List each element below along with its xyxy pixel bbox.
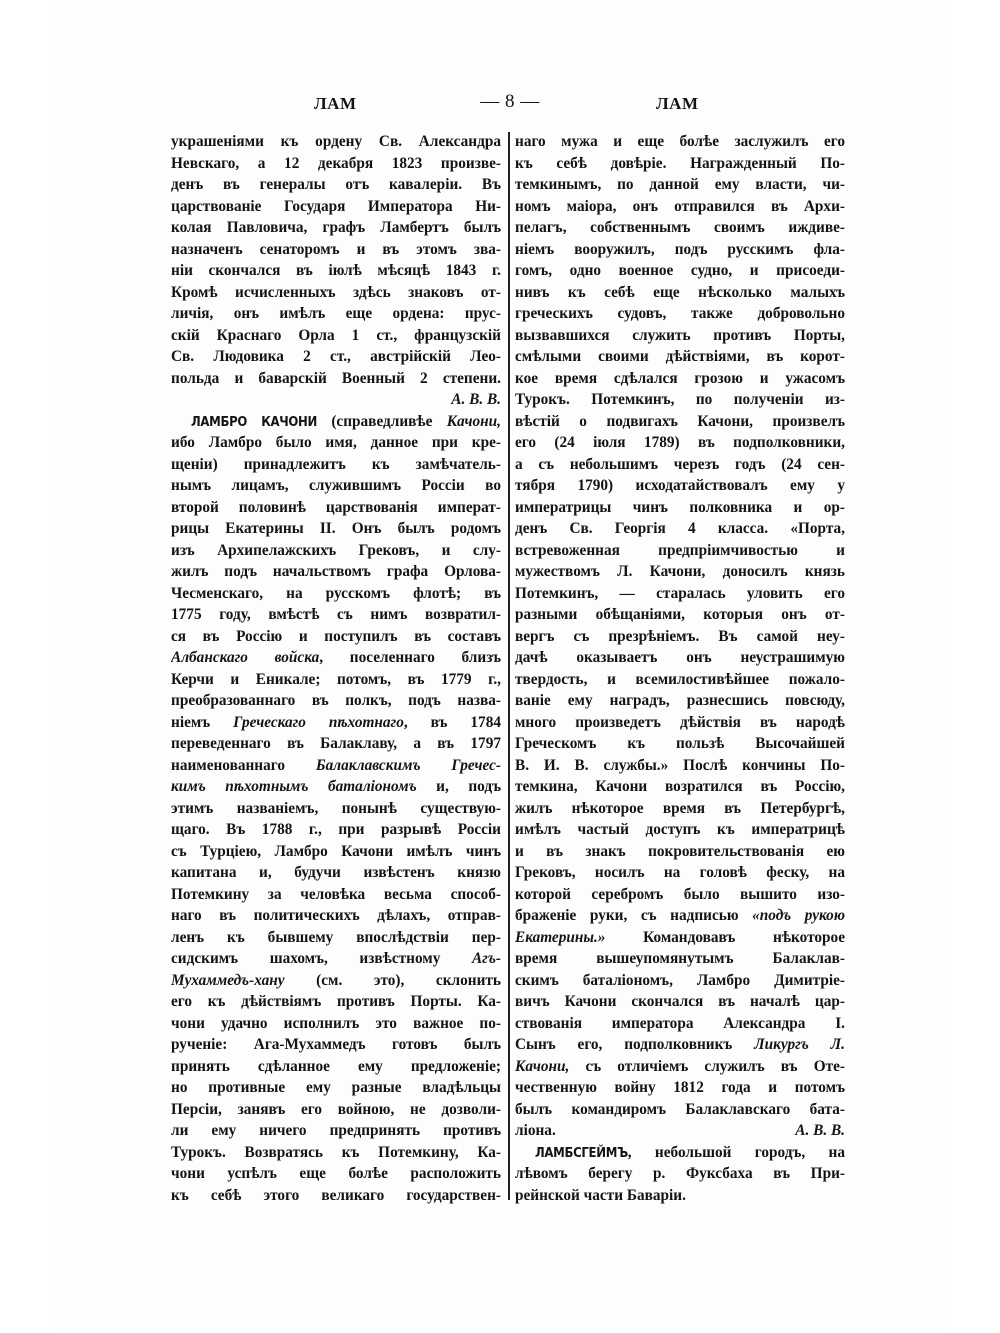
text-segment: вергъ съ презрѣніемъ. Въ самой неу- bbox=[515, 627, 845, 645]
text-segment: капитана и, будучи извѣстенъ князю bbox=[171, 864, 501, 881]
text-line bbox=[515, 733, 845, 755]
text-segment: вѣстій о подвигахъ Качони, произвелъ bbox=[515, 412, 845, 430]
text-segment: ніемъ вооружилъ, подъ русскимъ фла- bbox=[515, 240, 845, 258]
text-line bbox=[171, 561, 501, 583]
text-line bbox=[515, 712, 845, 734]
text-line bbox=[515, 303, 845, 325]
text-segment: твердость, и всемилостивѣйшее пожало- bbox=[515, 670, 845, 688]
text-segment: номъ маіора, онъ отправился въ Архи- bbox=[515, 197, 845, 215]
text-segment: личія, онъ имѣлъ еще ордена: прус- bbox=[171, 305, 501, 322]
text-segment: кое время сдѣлался грозою и ужасомъ bbox=[515, 369, 845, 387]
text-line bbox=[515, 196, 845, 218]
text-segment: разными обѣщаніями, которыя онъ от- bbox=[515, 606, 845, 623]
text-line bbox=[171, 841, 501, 863]
running-head-right: ЛАМ bbox=[656, 94, 699, 113]
text-segment: имѣлъ частый доступъ къ императрицѣ bbox=[515, 821, 845, 838]
text-line bbox=[171, 346, 501, 368]
text-segment: мужествомъ Л. Качони, доносилъ князь bbox=[515, 563, 845, 580]
text-segment: (см. это), склонить bbox=[284, 971, 501, 989]
text-segment: Турокъ. Возвратясь къ Потемкину, Ка- bbox=[171, 1143, 501, 1161]
text-line bbox=[171, 862, 501, 884]
text-line bbox=[515, 217, 845, 239]
text-line bbox=[515, 669, 845, 691]
text-line bbox=[171, 733, 501, 755]
entry-headword: ЛАМБРО КАЧОНИ bbox=[191, 414, 318, 430]
text-line bbox=[171, 497, 501, 519]
text-line bbox=[515, 583, 845, 605]
text-segment: Агъ- bbox=[471, 950, 501, 967]
text-segment: наименованнаго bbox=[171, 756, 316, 774]
text-line bbox=[515, 862, 845, 884]
text-line bbox=[515, 948, 845, 970]
text-line bbox=[171, 1099, 501, 1121]
text-segment: чони успѣлъ еще болѣе расположить bbox=[171, 1165, 501, 1182]
text-segment: Качони, bbox=[446, 412, 501, 430]
text-line bbox=[515, 282, 845, 304]
text-segment: «подъ рукою bbox=[752, 907, 845, 924]
text-segment: изъ Архипелажскихъ Грековъ, и слу- bbox=[171, 541, 501, 559]
text-line bbox=[171, 991, 501, 1013]
right-column bbox=[515, 131, 845, 1206]
text-segment: но противные ему разные владѣльцы bbox=[171, 1079, 501, 1096]
text-segment: ніемъ bbox=[171, 713, 234, 731]
text-segment: много произведетъ дѣйствія въ народѣ bbox=[515, 713, 845, 731]
text-segment: темкина, Качони возратился въ Россію, bbox=[515, 778, 845, 795]
text-line bbox=[171, 712, 501, 734]
text-segment: Чесменскаго, на русскомъ флотѣ; въ bbox=[171, 584, 501, 602]
text-line bbox=[515, 690, 845, 712]
text-line bbox=[515, 841, 845, 863]
text-line bbox=[515, 454, 845, 476]
text-line bbox=[515, 991, 845, 1013]
text-segment: нивъ къ себѣ еще нѣсколько малыхъ bbox=[515, 283, 845, 301]
text-segment: Греческаго пѣхотнаго bbox=[233, 713, 404, 731]
text-segment: гомъ, одно военное судно, и присоеди- bbox=[515, 262, 845, 279]
text-line bbox=[515, 174, 845, 196]
text-segment: тября 1790) исходатайствовалъ ему у bbox=[515, 477, 845, 494]
text-segment: пелагъ, собственнымъ своимъ иждиве- bbox=[515, 219, 845, 236]
text-segment: колая Павловича, графъ Ламбертъ былъ bbox=[171, 219, 501, 236]
text-line bbox=[515, 626, 845, 648]
text-line bbox=[171, 1056, 501, 1078]
text-line bbox=[171, 325, 501, 347]
text-line bbox=[171, 604, 501, 626]
text-line bbox=[515, 604, 845, 626]
text-segment: а съ небольшимъ черезъ годъ (24 сен- bbox=[515, 455, 845, 473]
text-segment: рицы Екатерины II. Онъ былъ родомъ bbox=[171, 520, 501, 537]
text-segment: къ себѣ довѣріе. Награжденный По- bbox=[515, 154, 845, 172]
text-line bbox=[515, 368, 845, 390]
text-line bbox=[171, 948, 501, 970]
text-segment: которой серебромъ было вышито изо- bbox=[515, 885, 845, 903]
text-segment: чественную войну 1812 года и потомъ bbox=[515, 1079, 845, 1096]
text-line bbox=[171, 239, 501, 261]
text-segment: Ликургъ Л. bbox=[754, 1036, 845, 1053]
text-line bbox=[171, 174, 501, 196]
text-segment: его къ дѣйствіямъ противъ Порты. Ка- bbox=[171, 993, 501, 1010]
text-line bbox=[515, 1120, 845, 1142]
text-segment: ленъ къ бывшему впослѣдствіи пер- bbox=[171, 928, 501, 946]
text-line bbox=[515, 1142, 845, 1164]
text-segment: жилъ подъ начальствомъ графа Орлова- bbox=[171, 563, 501, 580]
text-line bbox=[515, 432, 845, 454]
text-line bbox=[171, 217, 501, 239]
text-segment: преобразованнаго въ полкъ, подъ назва- bbox=[171, 692, 501, 709]
text-line bbox=[171, 970, 501, 992]
text-line bbox=[515, 497, 845, 519]
text-segment: ліона. bbox=[515, 1122, 796, 1139]
text-line bbox=[171, 1185, 501, 1207]
text-line bbox=[515, 1013, 845, 1035]
text-segment: Балаклавскимъ Гречес- bbox=[315, 756, 501, 774]
text-segment: этимъ названіемъ, понынѣ существую- bbox=[171, 799, 501, 817]
text-segment: Персіи, занявъ его войною, не дозволи- bbox=[171, 1100, 501, 1118]
text-line bbox=[171, 518, 501, 540]
text-segment: наго въ политическихъ дѣлахъ, отправ- bbox=[171, 907, 501, 924]
running-head-left: ЛАМ bbox=[314, 94, 357, 113]
text-segment: украшеніями къ ордену Св. Александра bbox=[171, 133, 501, 150]
text-segment: его (24 іюля 1789) въ подполковники, bbox=[515, 434, 845, 451]
text-segment: (справедливѣе bbox=[317, 412, 447, 430]
column-divider bbox=[508, 132, 510, 1200]
text-line bbox=[171, 1034, 501, 1056]
text-line bbox=[171, 282, 501, 304]
text-segment: Албанскаго войска bbox=[171, 649, 320, 666]
text-segment: Командовавъ нѣкоторое bbox=[605, 928, 845, 946]
text-line bbox=[515, 346, 845, 368]
text-segment: греческихъ судовъ, также добровольно bbox=[515, 305, 845, 322]
text-line bbox=[171, 1077, 501, 1099]
text-line bbox=[515, 411, 845, 433]
text-line bbox=[171, 905, 501, 927]
text-segment: нымъ лицамъ, служившимъ Россіи во bbox=[171, 477, 501, 494]
text-segment: , небольшой городъ, на bbox=[627, 1143, 845, 1161]
text-segment: время вышеупомянутымъ Балаклав- bbox=[515, 950, 845, 967]
text-line bbox=[515, 389, 845, 411]
text-segment: царствованіе Государя Императора Ни- bbox=[171, 197, 501, 215]
text-line bbox=[171, 475, 501, 497]
page-number: — 8 — bbox=[480, 91, 540, 112]
text-segment: принять сдѣланное ему предложеніе; bbox=[171, 1057, 501, 1075]
text-line bbox=[515, 798, 845, 820]
author-signature: А. В. В. bbox=[795, 1122, 845, 1139]
text-segment: ствованія императора Александра I. bbox=[515, 1014, 845, 1032]
text-segment: щаго. Въ 1788 г., при разрывѣ Россіи bbox=[171, 821, 501, 838]
text-line bbox=[171, 647, 501, 669]
text-line bbox=[515, 819, 845, 841]
text-line bbox=[171, 454, 501, 476]
text-segment: къ себѣ этого великаго государствен- bbox=[171, 1186, 501, 1204]
text-line bbox=[171, 798, 501, 820]
text-segment: щеніи) принадлежитъ къ замѣчатель- bbox=[171, 455, 501, 473]
text-segment: Потемкинъ, — старалась уловить его bbox=[515, 584, 845, 602]
text-segment: жилъ нѣкоторое время въ Петербургѣ, bbox=[515, 799, 845, 817]
text-line bbox=[515, 325, 845, 347]
text-line bbox=[171, 1013, 501, 1035]
author-signature: А. В. В. bbox=[451, 391, 501, 408]
text-line bbox=[515, 647, 845, 669]
text-line bbox=[515, 540, 845, 562]
text-line bbox=[171, 432, 501, 454]
text-line bbox=[171, 196, 501, 218]
text-line bbox=[515, 131, 845, 153]
text-line bbox=[515, 260, 845, 282]
text-line bbox=[171, 389, 501, 411]
text-segment: переведеннаго въ Балаклаву, а въ 1797 bbox=[171, 735, 501, 752]
text-segment: ваніе ему наградъ, разнесшись повсюду, bbox=[515, 692, 845, 709]
text-segment: Мухаммедъ-хану bbox=[171, 971, 285, 989]
text-line bbox=[515, 153, 845, 175]
text-line bbox=[515, 1034, 845, 1056]
text-segment: дачѣ оказываетъ онъ неустрашимую bbox=[515, 649, 845, 666]
text-line bbox=[171, 153, 501, 175]
text-segment: Керчи и Еникале; потомъ, въ 1779 г., bbox=[171, 670, 501, 688]
text-segment: наго мужа и еще болѣе заслужилъ его bbox=[515, 133, 845, 150]
text-segment: денъ въ генералы отъ кавалеріи. Въ bbox=[171, 176, 501, 193]
text-line bbox=[171, 626, 501, 648]
text-segment: сидскимъ шахомъ, извѣстному bbox=[171, 950, 472, 967]
text-segment: Греческомъ къ пользѣ Высочайшей bbox=[515, 735, 845, 752]
text-segment: Качони, bbox=[515, 1057, 570, 1075]
text-segment: польда и баварскій Военный 2 степени. bbox=[171, 369, 501, 387]
text-segment: , поселеннаго близъ bbox=[319, 649, 501, 666]
text-line bbox=[515, 776, 845, 798]
text-segment: вызвавшихся служить противъ Порты, bbox=[515, 326, 845, 344]
text-segment: смѣлыми своими дѣйствіями, въ корот- bbox=[515, 348, 845, 365]
text-line bbox=[515, 927, 845, 949]
text-segment: Кромѣ исчисленныхъ здѣсь знаковъ от- bbox=[171, 283, 501, 301]
left-column bbox=[171, 131, 501, 1206]
text-segment: встревоженная предпріимчивостью и bbox=[515, 541, 845, 559]
text-line bbox=[515, 1077, 845, 1099]
text-segment: императрицы чинъ полковника и ор- bbox=[515, 498, 845, 516]
text-segment: и въ знакъ покровительствованія ею bbox=[515, 842, 845, 860]
text-line bbox=[171, 755, 501, 777]
text-line bbox=[515, 1056, 845, 1078]
text-segment: былъ командиромъ Балаклавскаго бата- bbox=[515, 1100, 845, 1118]
text-segment: ніи скончался въ іюлѣ мѣсяцѣ 1843 г. bbox=[171, 262, 501, 279]
text-line bbox=[515, 1185, 845, 1207]
text-line bbox=[171, 540, 501, 562]
text-line bbox=[171, 303, 501, 325]
text-segment: Св. Людовика 2 ст., австрійскій Лео- bbox=[171, 348, 501, 365]
text-segment: ли ему ничего предпринять противъ bbox=[171, 1122, 501, 1139]
text-segment: ся въ Россію и поступилъ въ составъ bbox=[171, 627, 501, 645]
text-line bbox=[171, 260, 501, 282]
text-segment: рейнской части Баваріи. bbox=[515, 1186, 686, 1204]
text-segment: Екатерины.» bbox=[515, 928, 606, 946]
text-line bbox=[515, 905, 845, 927]
text-segment: лѣвомъ берегу р. Фуксбаха въ При- bbox=[515, 1165, 845, 1182]
text-line bbox=[515, 755, 845, 777]
text-segment: В. И. В. службы.» Послѣ кончины По- bbox=[515, 756, 845, 774]
text-line bbox=[515, 1163, 845, 1185]
text-line bbox=[515, 475, 845, 497]
text-segment: Турокъ. Потемкинъ, по полученіи из- bbox=[515, 391, 845, 408]
text-line bbox=[515, 518, 845, 540]
text-segment: назначенъ сенаторомъ и въ этомъ зва- bbox=[171, 240, 501, 258]
text-segment: темкинымъ, по данной ему власти, чи- bbox=[515, 176, 845, 193]
text-line bbox=[171, 819, 501, 841]
text-segment: скимъ баталіономъ, Ламбро Димитріе- bbox=[515, 971, 845, 989]
text-segment: 1775 году, вмѣстѣ съ нимъ возвратил- bbox=[171, 606, 501, 623]
text-segment: браженіе руки, съ надписью bbox=[515, 907, 753, 924]
text-segment: и, подъ bbox=[416, 778, 501, 795]
text-line bbox=[515, 561, 845, 583]
text-segment: денъ Св. Георгія 4 класса. «Порта, bbox=[515, 520, 845, 537]
text-line bbox=[171, 583, 501, 605]
text-segment: Грековъ, носилъ на головѣ феску, на bbox=[515, 864, 845, 881]
text-segment: рученіе: Ага-Мухаммедъ готовъ былъ bbox=[171, 1036, 501, 1053]
text-segment: ибо Ламбро было имя, данное при кре- bbox=[171, 434, 501, 451]
text-line bbox=[171, 884, 501, 906]
text-line bbox=[515, 239, 845, 261]
text-line bbox=[171, 669, 501, 691]
text-segment: Потемкину за человѣка весьма способ- bbox=[171, 885, 501, 903]
text-line bbox=[171, 368, 501, 390]
text-line bbox=[515, 884, 845, 906]
text-segment: , въ 1784 bbox=[403, 713, 501, 731]
text-line bbox=[171, 927, 501, 949]
text-segment: чони удачно исполнилъ это важное по- bbox=[171, 1014, 501, 1032]
text-line bbox=[515, 1099, 845, 1121]
text-line bbox=[171, 1120, 501, 1142]
text-segment: скій Краснаго Орла 1 ст., французскій bbox=[171, 326, 501, 344]
text-line bbox=[515, 970, 845, 992]
text-line bbox=[171, 1142, 501, 1164]
text-line bbox=[171, 131, 501, 153]
text-segment: вичъ Качони скончался въ началѣ цар- bbox=[515, 993, 845, 1010]
text-segment: Невскаго, а 12 декабря 1823 произве- bbox=[171, 154, 501, 172]
text-line bbox=[171, 1163, 501, 1185]
text-segment: Сынъ его, подполковникъ bbox=[515, 1036, 755, 1053]
entry-headword: ЛАМБСГЕЙМЪ bbox=[535, 1145, 628, 1161]
text-segment: кимъ пѣхотнымъ баталіономъ bbox=[171, 778, 417, 795]
text-segment: второй половинѣ царствованія императ- bbox=[171, 498, 501, 516]
text-segment: съ отличіемъ служилъ въ Оте- bbox=[569, 1057, 845, 1075]
text-segment: съ Турціею, Ламбро Качони имѣлъ чинъ bbox=[171, 842, 501, 860]
text-line bbox=[171, 776, 501, 798]
text-line bbox=[171, 411, 501, 433]
text-line bbox=[171, 690, 501, 712]
